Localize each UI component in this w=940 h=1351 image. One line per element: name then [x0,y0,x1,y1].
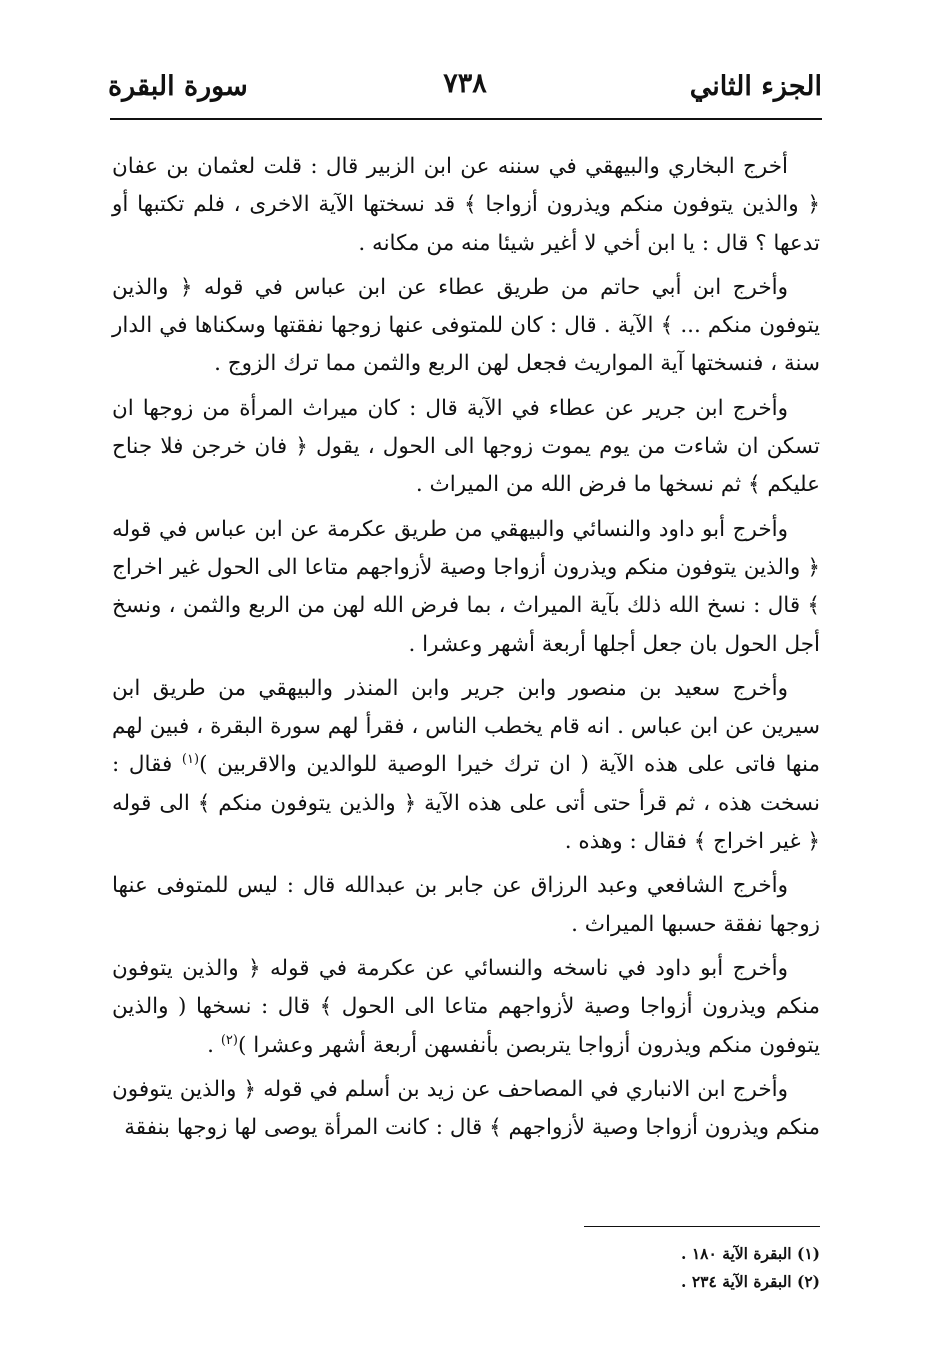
paragraph: وأخرج الشافعي وعبد الرزاق عن جابر بن عبدالله قال : ليس للمتوفى عنها زوجها نفقة حسبها الميراث . [112,873,820,937]
paragraph: وأخرج ابن جرير عن عطاء في الآية قال : كان ميراث المرأة من زوجها ان تسكن ان شاءت من يوم يموت زوجها الى الحول ، يقول ﴿ فان خرجن فلا جناح عليكم ﴾ ثم نسخها ما فرض الله من الميراث . [112,395,820,498]
footnote: (٢) البقرة الآية ٢٣٤ . [681,1272,820,1291]
footnotes [500,1240,820,1296]
header-divider [110,118,822,120]
paragraph: وأخرج أبو داود والنسائي والبيهقي من طريق عكرمة عن ابن عباس في قوله ﴿ والذين يتوفون منكم ويذرون أزواجا وصية لأزواجهم متاعا الى الحول غير اخراج ﴾ قال : نسخ الله ذلك بآية الميراث ، بما فرض الله لهن من الربع والثمن ، ونسخ أجل الحول بان جعل أجلها أربعة أشهر وعشرا . [112,516,820,657]
part-title: الجزء الثاني [689,70,822,102]
paragraph: وأخرج ابن الانباري في المصاحف عن زيد بن أسلم في قوله ﴿ والذين يتوفون منكم ويذرون أزواجا وصية لأزواجهم ﴾ قال : كانت المرأة يوصى لها زوجها بنفقة [112,1076,820,1141]
surah-title: سورة البقرة [108,70,248,102]
paragraph: أخرج البخاري والبيهقي في سننه عن ابن الزبير قال : قلت لعثمان بن عفان ﴿ والذين يتوفون منكم ويذرون أزواجا ﴾ قد نسختها الآية الاخرى ، فلم تكتبها أو تدعها ؟ قال : يا ابن أخي لا أغير شيئا منه من مكانه . [112,154,820,256]
paragraph: وأخرج ابن أبي حاتم من طريق عطاء عن ابن عباس في قوله ﴿ والذين يتوفون منكم ... ﴾ الآية . قال : كان للمتوفى عنها زوجها نفقتها وسكناها في الدار سنة ، فنسختها آية المواريث فجعل لهن الربع والثمن مما ترك الزوج . [112,274,820,377]
main-text [112,148,820,1153]
footnote-ref: (٢) [220,1032,238,1048]
paragraph: وأخرج سعيد بن منصور وابن جرير وابن المنذر والبيهقي من طريق ابن سيرين عن ابن عباس . انه قام يخطب الناس ، فقرأ لهم سورة البقرة ، فبين لهم منها فاتى على هذه الآية ( ان ترك خيرا الوصية للوالدين والاقربين )$^{(١)}$ فقال : نسخت هذه ، ثم قرأ حتى أتى على هذه الآية ﴿ والذين يتوفون منكم ﴾ الى قوله ﴿ غير اخراج ﴾ فقال : وهذه . [112,675,820,855]
footnote-divider [584,1226,820,1227]
page-number: ٧٣٨ [443,68,487,99]
paragraph: وأخرج أبو داود في ناسخه والنسائي عن عكرمة في قوله ﴿ والذين يتوفون منكم ويذرون أزواجا وصية لأزواجهم متاعا الى الحول ﴾ قال : نسخها ( والذين يتوفون منكم ويذرون أزواجا يتربصن بأنفسهن أربعة أشهر وعشرا )$^{(٢)}$ . [112,955,820,1058]
footnote: (١) البقرة الآية ١٨٠ . [681,1244,820,1263]
footnote-ref: (١) [181,752,200,768]
page-header [108,62,822,110]
